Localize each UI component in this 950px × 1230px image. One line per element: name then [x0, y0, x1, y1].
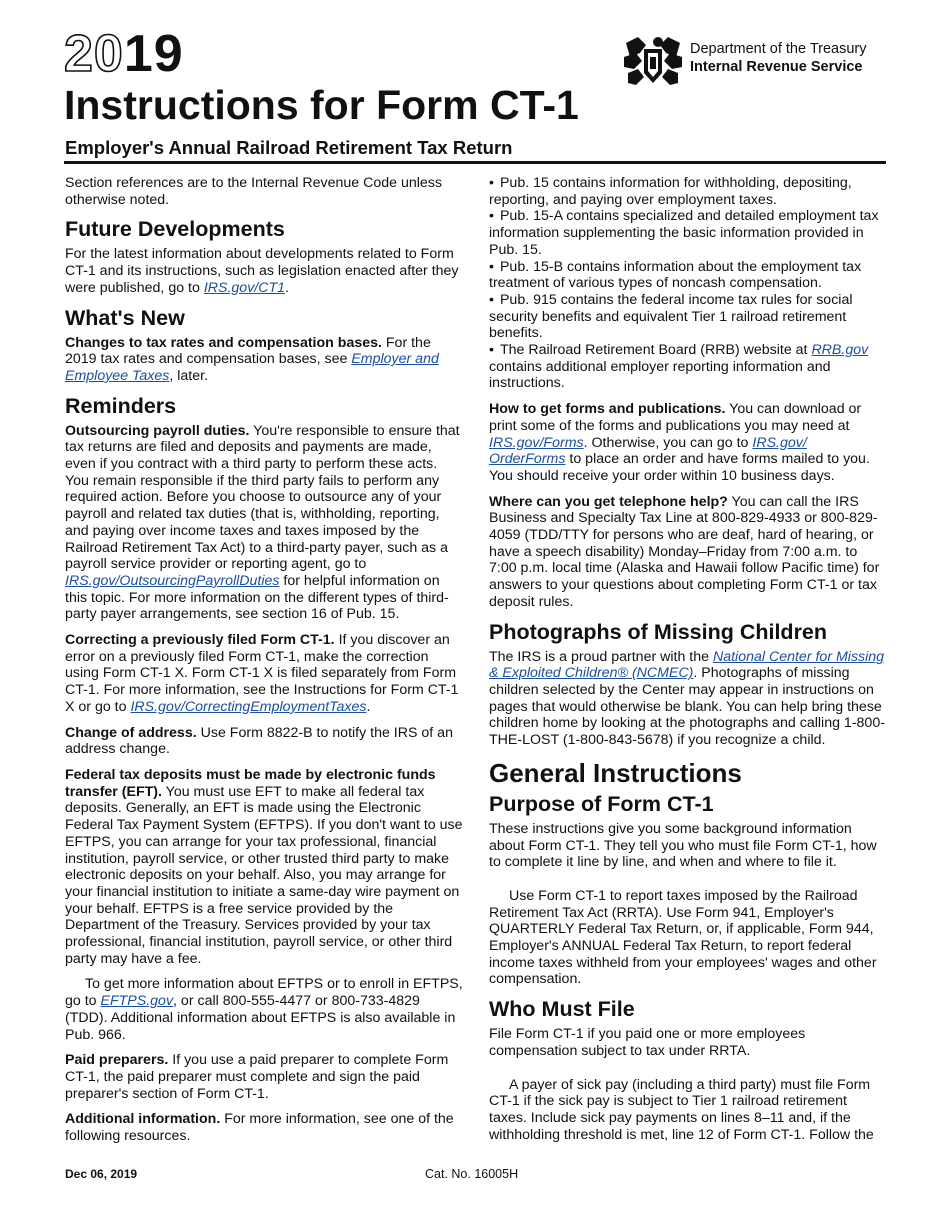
- future-developments-paragraph: For the latest information about developments related to Form CT-1 and its instructions, such as legislation enacted after they were published, go to IRS.gov/CT1.: [65, 246, 459, 296]
- list-item: • The Railroad Retirement Board (RRB) website at RRB.gov contains additional employer reporting information and instructions.: [489, 342, 887, 392]
- agency-name: Internal Revenue Service: [690, 59, 863, 75]
- reminders-heading: Reminders: [65, 393, 177, 418]
- intro-paragraph: Section references are to the Internal Revenue Code unless otherwise noted.: [65, 175, 442, 208]
- address-paragraph: Change of address. Use Form 8822-B to notify the IRS of an address change.: [65, 724, 453, 758]
- list-item: • Pub. 15-B contains information about the employment tax treatment of various types of noncash compensation.: [489, 259, 887, 292]
- page-subtitle: Employer's Annual Railroad Retirement Tax Return: [65, 137, 513, 158]
- header-divider: [64, 161, 886, 164]
- list-item: • Pub. 15 contains information for withholding, depositing, reporting, and paying over employment taxes.: [489, 175, 887, 208]
- missing-children-heading: Photographs of Missing Children: [489, 619, 828, 644]
- telephone-paragraph: Where can you get telephone help? You can call the IRS Business and Specialty Tax Line at 800-829-4933 or 800-829-4059 (TDD/TTY for persons who are deaf, hard of hearing, or have a speech disability) Monday–Friday from 7:00 a.m. to 7:00 p.m. local time (Alaska and Hawaii follow Pacific time) for answers to your questions about completing Form CT-1 or tax deposit rules.: [489, 493, 880, 610]
- left-column: [65, 175, 464, 1154]
- list-item: • Pub. 15-A contains specialized and detailed employment tax information supplementing the basic information provided in Pub. 15.: [489, 208, 887, 258]
- correcting-paragraph: Correcting a previously filed Form CT-1. If you discover an error on a previously filed Form CT-1, make the correction using Form CT-1 X. Form CT-1 X is filed separately from Form CT-1. For more information, see the Instructions for Form CT-1 X or go to IRS.gov/CorrectingEmploymentTaxes.: [65, 632, 459, 715]
- agency-block: [622, 33, 886, 89]
- eftps-paragraph: To get more information about EFTPS or to enroll in EFTPS, go to EFTPS.gov, or call 800-555-4477 or 800-733-4829 (TDD). Additional information about EFTPS is also available in Pub. 966.: [65, 976, 463, 1043]
- catalog-number: Cat. No. 16005H: [425, 1167, 519, 1181]
- right-column: [489, 175, 887, 1152]
- forms-paragraph: How to get forms and publications. You can download or print some of the forms and publications you may need at IRS.gov/Forms. Otherwise, you can go to IRS.gov/ OrderForms to place an order and have forms mailed to you. You should receive your order within 10 business days.: [489, 401, 870, 484]
- eftps-link[interactable]: EFTPS.gov: [100, 993, 174, 1010]
- future-developments-heading: Future Developments: [65, 217, 285, 242]
- form-year: [64, 26, 184, 82]
- irs-order-forms-link[interactable]: IRS.gov/ OrderForms: [489, 434, 807, 468]
- resources-list: [489, 175, 887, 392]
- agency-department: Department of the Treasury: [690, 41, 867, 57]
- irs-eagle-logo-icon: [622, 33, 684, 89]
- outsourcing-payroll-link[interactable]: IRS.gov/OutsourcingPayrollDuties: [65, 572, 280, 589]
- irs-ct1-link[interactable]: IRS.gov/CT1: [203, 279, 286, 296]
- outsourcing-paragraph: Outsourcing payroll duties. You're responsible to ensure that tax returns are filed and deposits and payments are made, even if you contract with a third party to perform these acts. You remain responsible if the third party fails to perform any required action. Before you choose to outsource any of your payroll and related tax duties (that is, withholding, reporting, and paying over income taxes and taxes imposed by the Railroad Retirement Tax Act) to a third-party payer, such as a payroll service provider or reporting agent, go to IRS.gov/OutsourcingPayrollDuties for helpful information on this topic. For more information on the different types of third-party payer arrangements, see section 16 of Pub. 15.: [65, 422, 460, 623]
- year-outline: 20: [64, 25, 124, 83]
- missing-children-paragraph: The IRS is a proud partner with the National Center for Missing & Exploited Children® (NCMEC). Photographs of missing children selected by the Center may appear in instructions on pages that would otherwise be blank. You can help bring these children home by looking at the photographs and calling 1-800-THE-LOST (1-800-843-5678) if you recognize a child.: [489, 648, 885, 749]
- paid-preparers-paragraph: Paid preparers. If you use a paid preparer to complete Form CT-1, the paid preparer must complete and sign the paid preparer's section of Form CT-1.: [65, 1052, 449, 1102]
- changes-paragraph: Changes to tax rates and compensation bases. For the 2019 tax rates and compensation bases, see Employer and Employee Taxes, later.: [65, 334, 439, 384]
- list-item: • Pub. 915 contains the federal income tax rules for social security benefits and equivalent Tier 1 railroad retirement benefits.: [489, 292, 887, 342]
- eft-paragraph: Federal tax deposits must be made by electronic funds transfer (EFT). You must use EFT to make all federal tax deposits. Generally, an EFT is made using the Electronic Federal Tax Payment System (EFTPS). If you don't want to use EFTPS, you can arrange for your tax professional, financial institution, payroll service, or other trusted third party to make electronic deposits on your behalf. Also, you may arrange for your financial institution to initiate a same-day wire payment on your behalf. EFTPS is a free service provided by the Department of the Treasury. Services provided by your tax professional, financial institution, payroll service, or other third party may have a fee.: [65, 766, 463, 967]
- purpose-paragraph-2: Use Form CT-1 to report taxes imposed by the Railroad Retirement Tax Act (RRTA). Use Form 941, Employer's QUARTERLY Federal Tax Return, or, if applicable, Form 944, Employer's ANNUAL Federal Tax Return, to report federal income taxes withheld from your employees' wages and other compensation.: [489, 887, 877, 988]
- additional-info-paragraph: Additional information. For more information, see one of the following resources.: [65, 1111, 454, 1145]
- who-must-file-paragraph-1: File Form CT-1 if you paid one or more employees compensation subject to tax under RRTA.: [489, 1026, 806, 1059]
- ncmec-link[interactable]: National Center for Missing & Exploited Children® (NCMEC): [489, 648, 885, 682]
- purpose-paragraph-1: These instructions give you some background information about Form CT-1. They tell you who must file Form CT-1, how to complete it line by line, and when and where to file it.: [489, 820, 877, 871]
- purpose-heading: Purpose of Form CT-1: [489, 791, 714, 816]
- rrb-link[interactable]: RRB.gov: [811, 342, 869, 359]
- whats-new-heading: What's New: [65, 305, 185, 330]
- correcting-employment-taxes-link[interactable]: IRS.gov/CorrectingEmploymentTaxes: [130, 698, 367, 715]
- page-title: Instructions for Form CT-1: [64, 82, 579, 128]
- who-must-file-heading: Who Must File: [489, 997, 635, 1022]
- general-instructions-heading: General Instructions: [489, 757, 742, 788]
- employer-employee-taxes-link[interactable]: Employer and Employee Taxes: [65, 351, 439, 384]
- revision-date: Dec 06, 2019: [65, 1167, 138, 1181]
- irs-forms-link[interactable]: IRS.gov/Forms: [489, 434, 584, 451]
- who-must-file-paragraph-2: A payer of sick pay (including a third party) must file Form CT-1 if the sick pay is subject to Tier 1 railroad retirement taxes. Include sick pay payments on lines 8–11 and, if the withholding threshold is met, line 12 of Form CT-1. Follow the: [489, 1076, 874, 1143]
- year-bold: 19: [123, 25, 184, 83]
